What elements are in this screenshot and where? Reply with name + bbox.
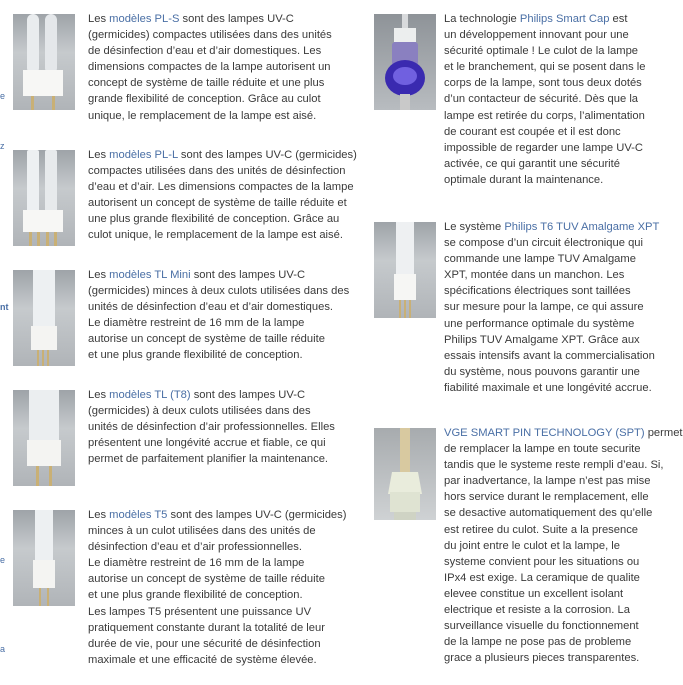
product-description: Les modèles TL Mini sont des lampes UV-C (germicides) minces à deux culots utilisées dans des unités de désinfection d’eau et d’air domestiques. Le diamètre restreint de 16 mm de la lampe autorise un concept de système de taille réduite et une plus grande flexibilité de conception. xyxy=(88,269,350,362)
product-description: Les modèles T5 sont des lampes UV-C (germicides) minces à un culot utilisées dans des unités de désinfection d’eau et d’air professionnelles. Le diamètre restreint de 16 mm de la lampe autorise un concept de système de taille réduite et une plus grande flexibilité de conception. Les lampes T5 présentent une puissance UV pratiquement constante durant la totalité de leur durée de vie, pour une sécurité de désinfection maximale et une efficacité de système élevée. xyxy=(88,509,347,666)
product-description: Les modèles PL-L sont des lampes UV-C (germicides) compactes utilisées dans des unités de désinfection d’eau et d’air. Les dimensions compactes de la lampe autorisent un concept de système de taille réduite et une plus grande flexibilité de conception. Grâce au culot unique, le remplacement de la lampe est aisé. xyxy=(88,149,357,242)
product-description: VGE SMART PIN TECHNOLOGY (SPT) permet de remplacer la lampe en toute securite tandis que le systeme reste rempli d’eau. Si, par inadvertance, la lampe n’est pas mise hors service durant le remplacement, elle se desactive automatiquement des qu’elle est retiree du culot. Suite a la presence du joint entre le culot et la lampe, le systeme convient pour les situations ou IPx4 est exige. La ceramique de qualite elevee constitue un excellent isolant electrique et resiste a la corrosion. La surveillance visuelle du fonctionnement de la lampe ne pose pas de probleme grace a plusieurs pieces transparentes. xyxy=(444,427,683,665)
vge-smart-pin-lamp-icon xyxy=(374,428,436,520)
smart-cap-connector-icon xyxy=(374,14,436,110)
product-name-link: Philips Smart Cap xyxy=(519,13,610,25)
uv-lamp-tl-t8-icon xyxy=(13,390,75,486)
edge-fragment: nt xyxy=(0,302,9,312)
product-description: Le système Philips T6 TUV Amalgame XPT se compose d’un circuit électronique qui commande une lampe TUV Amalgame XPT, montée dans un manchon. Les spécifications électriques sont taillées sur mesure pour la lampe, ce qui assure une performance optimale du système Philips TUV Amalgame XPT. Grâce aux essais intensifs avant la commercialisation du système, nous pouvons garantir une fiabilité maximale et une longévité accrue. xyxy=(444,221,660,394)
product-name-link: Philips T6 TUV Amalgame XPT xyxy=(504,221,660,233)
product-name-link: modèles PL-S xyxy=(109,13,180,25)
uv-lamp-pl-l-icon xyxy=(13,150,75,246)
uv-lamp-pl-s-icon xyxy=(13,14,75,110)
edge-fragment: e xyxy=(0,555,6,565)
edge-fragment: a xyxy=(0,644,6,654)
product-name-link: modèles T5 xyxy=(109,509,168,521)
product-description: Les modèles TL (T8) sont des lampes UV-C (germicides) à deux culots utilisées dans des unités de désinfection d’air professionnelles. Elles présentent une longévité accrue et fiable, ce qui permet de parfaitement planifier la maintenance. xyxy=(88,389,335,466)
uv-lamp-t5-icon xyxy=(13,510,75,606)
edge-fragment: e xyxy=(0,91,6,101)
t6-amalgame-lamp-icon xyxy=(374,222,436,318)
edge-fragment: z xyxy=(0,141,5,151)
product-name-link: VGE SMART PIN TECHNOLOGY (SPT) xyxy=(444,427,645,439)
product-name-link: modèles TL (T8) xyxy=(109,389,191,401)
product-name-link: modèles PL-L xyxy=(109,149,178,161)
uv-lamp-tl-mini-icon xyxy=(13,270,75,366)
product-description: La technologie Philips Smart Cap est un développement innovant pour une sécurité optimale ! Le culot de la lampe et le branchement, qui se posent dans le corps de la lampe, sont tous deux dotés d’un contacteur de sécurité. Dès que la lampe est retirée du corps, l’alimentation de courant est coupée et il est donc impossible de regarder une lampe UV-C activée, ce qui garantit une sécurité optimale durant la maintenance. xyxy=(444,13,646,186)
product-description: Les modèles PL-S sont des lampes UV-C (germicides) compactes utilisées dans des unités de désinfection d’eau et d’air domestiques. Les dimensions compactes de la lampe autorisent un concept de système de taille réduite et une plus grande flexibilité de conception. Grâce au culot unique, le remplacement de la lampe est aisé. xyxy=(88,13,332,122)
product-name-link: modèles TL Mini xyxy=(109,269,191,281)
